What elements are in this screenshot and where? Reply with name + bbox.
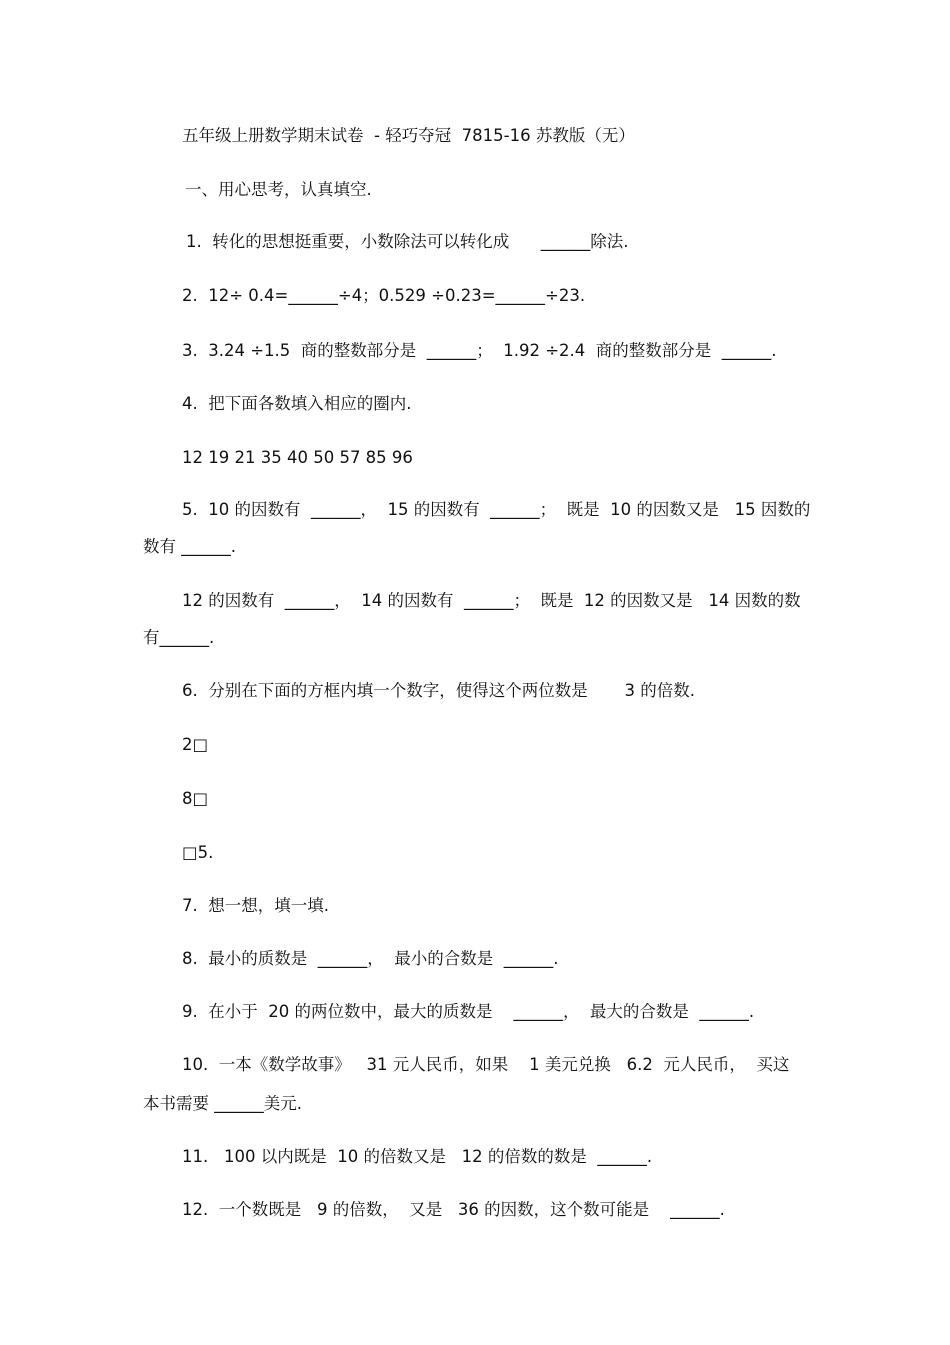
question-5b-line2: 有______. bbox=[143, 628, 215, 647]
question-9: 9. 在小于 20 的两位数中，最大的质数是 ______， 最大的合数是 ______. bbox=[182, 1002, 755, 1021]
section-heading: 一、用心思考，认真填空. bbox=[185, 180, 372, 199]
question-3: 3. 3.24 ÷1.5 商的整数部分是 ______； 1.92 ÷2.4 商的整数部分是 ______. bbox=[182, 341, 777, 360]
question-2: 2. 12÷ 0.4=______÷4；0.529 ÷0.23=______÷23. bbox=[182, 286, 586, 305]
question-6-box-1: 2□ bbox=[182, 735, 209, 754]
question-5-line1: 5. 10 的因数有 ______， 15 的因数有 ______； 既是 10 的因数又是 15 因数的 bbox=[182, 500, 811, 519]
question-10-line1: 10. 一本《数学故事》 31 元人民币，如果 1 美元兑换 6.2 元人民币， 买这 bbox=[182, 1055, 790, 1074]
question-5-line2: 数有 ______. bbox=[143, 537, 236, 556]
question-8: 8. 最小的质数是 ______， 最小的合数是 ______. bbox=[182, 949, 559, 968]
question-6: 6. 分别在下面的方框内填一个数字，使得这个两位数是 3 的倍数. bbox=[182, 681, 695, 700]
question-11: 11. 100 以内既是 10 的倍数又是 12 的倍数的数是 ______. bbox=[182, 1147, 653, 1166]
question-1: 1. 转化的思想挺重要，小数除法可以转化成 ______除法. bbox=[186, 232, 629, 251]
question-4: 4. 把下面各数填入相应的圈内. bbox=[182, 394, 412, 413]
question-7: 7. 想一想，填一填. bbox=[182, 896, 329, 915]
question-6-box-2: 8□ bbox=[182, 789, 209, 808]
question-10-line2: 本书需要 ______美元. bbox=[143, 1094, 302, 1113]
question-12: 12. 一个数既是 9 的倍数， 又是 36 的因数，这个数可能是 ______. bbox=[182, 1200, 725, 1219]
document-title: 五年级上册数学期末试卷 - 轻巧夺冠 7815-16 苏教版（无） bbox=[182, 126, 635, 145]
question-6-box-3: □5. bbox=[182, 843, 214, 862]
question-4-numbers: 12 19 21 35 40 50 57 85 96 bbox=[182, 448, 413, 467]
question-5b-line1: 12 的因数有 ______， 14 的因数有 ______； 既是 12 的因数又是 14 因数的数 bbox=[182, 591, 801, 610]
